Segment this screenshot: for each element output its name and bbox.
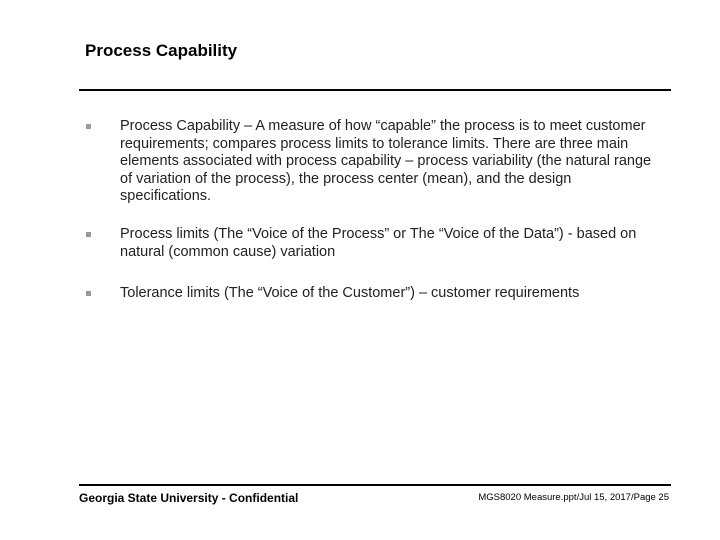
square-bullet-icon xyxy=(86,232,91,237)
footer-confidential-label: Georgia State University - Confidential xyxy=(79,491,299,505)
square-bullet-icon xyxy=(86,124,91,129)
footer-divider xyxy=(79,484,671,486)
bullet-text: Process Capability – A measure of how “capable” the process is to meet customer requirements; compares process limits to tolerance limits. There are three main elements associated with process capability – process variability (the natural range of variation of the process), the process center (mean), and the design specifications. xyxy=(120,118,652,204)
bullet-text: Tolerance limits (The “Voice of the Customer”) – customer requirements xyxy=(120,285,580,301)
square-bullet-icon xyxy=(86,291,91,296)
bullet-text: Process limits (The “Voice of the Process” or The “Voice of the Data”) - based on natural (common cause) variation xyxy=(120,226,637,260)
footer-page-info: MGS8020 Measure.ppt/Jul 15, 2017/Page 25 xyxy=(478,492,669,503)
slide-title: Process Capability xyxy=(85,41,238,60)
